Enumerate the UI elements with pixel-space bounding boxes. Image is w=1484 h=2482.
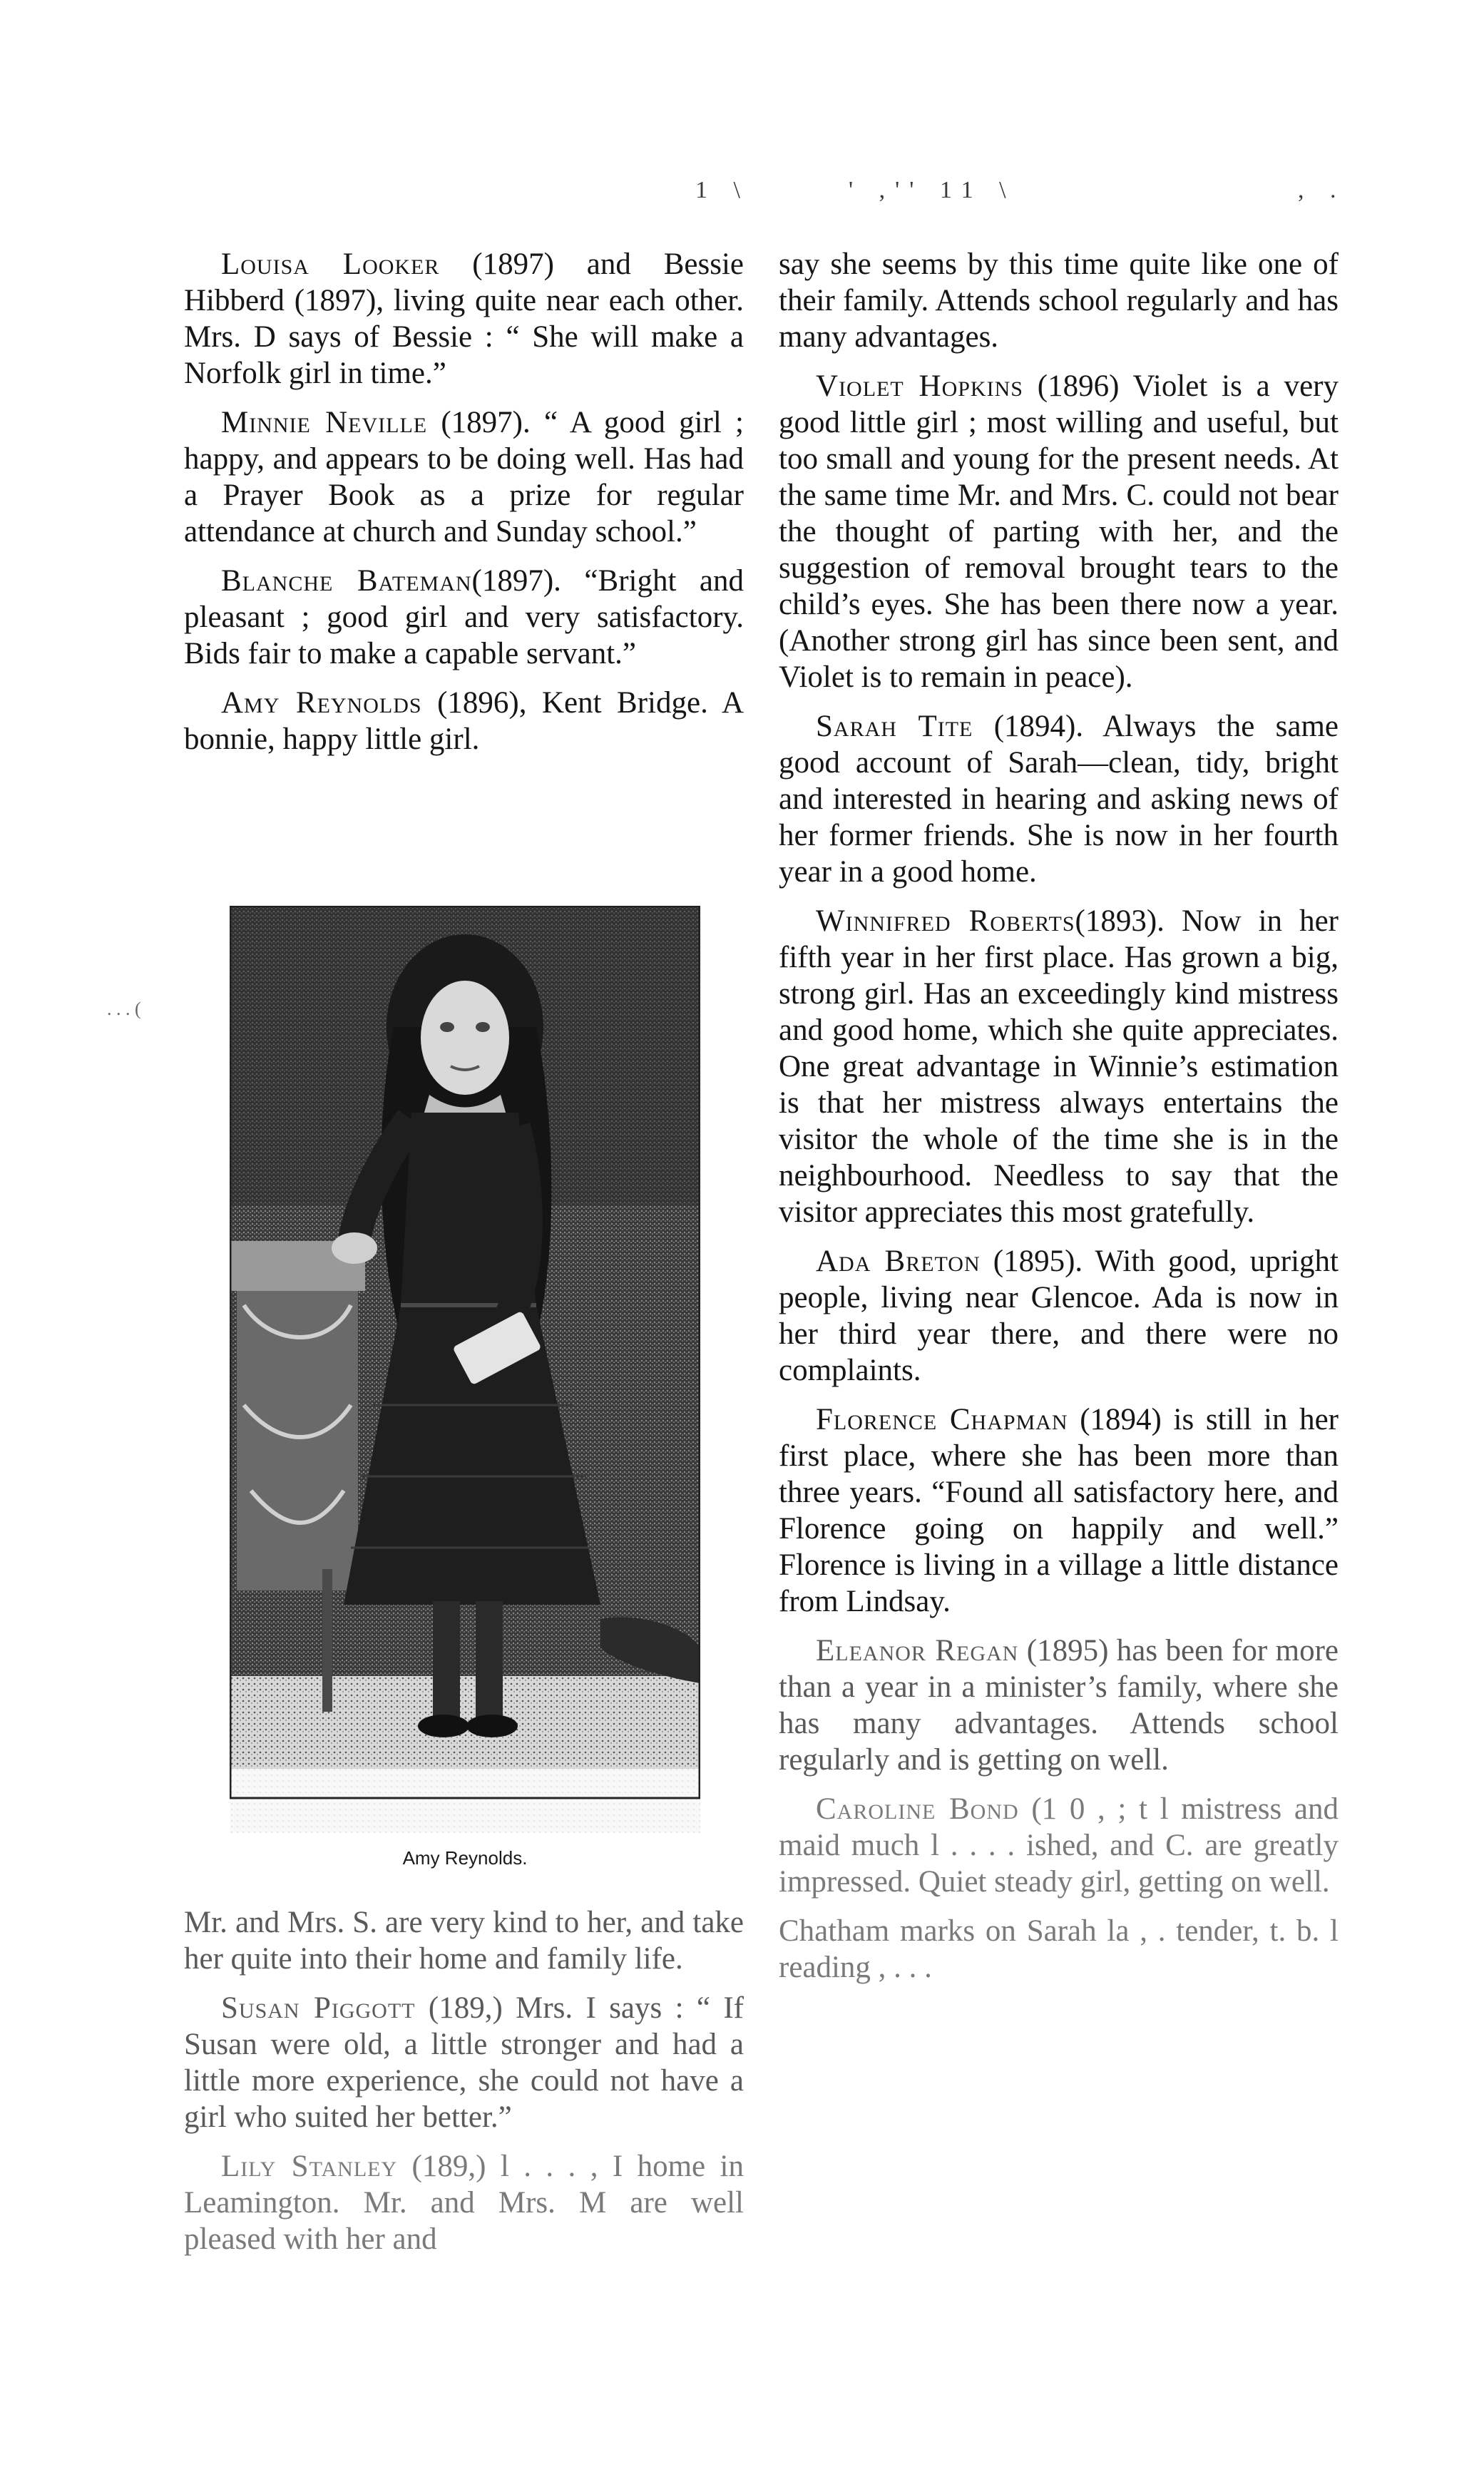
entry-amy-reynolds: Amy Reynolds (1896), Kent Bridge. A bonnie, happy little girl. — [184, 686, 744, 756]
entry-susan-piggott: Susan Piggott (189,) Mrs. I says : “ If Susan were old, a little stronger and had a little more experience, she could not have a girl who suited her better.” — [184, 1991, 744, 2134]
entry-florence-chapman: Florence Chapman (1894) is still in her first place, where she has been more than three years. “Found all satisfactory here, and Florence going on happily and well.” Florence is living in a village a little distance from Lindsay. — [779, 1403, 1339, 1618]
header-left: 1 \ — [695, 177, 750, 203]
entry-caroline-bond: Caroline Bond (1 0 , ; t l mistress and maid much l . . . . ished, and C. are greatly impressed. Quiet steady girl, getting on well. — [779, 1792, 1339, 1899]
entry-continuation-amy: Mr. and Mrs. S. are very kind to her, and take her quite into their home and family life. — [184, 1906, 744, 1976]
left-column-lower — [184, 1904, 744, 2270]
left-column — [184, 246, 744, 770]
header-middle: ' ,'' 11 \ — [849, 177, 1016, 203]
entry-eleanor-regan: Eleanor Regan (1895) has been for more than a year in a minister’s family, where she has many advantages. Attends school regularly and is getting on well. — [779, 1634, 1339, 1777]
entry-winnifred-roberts: Winnifred Roberts(1893). Now in her fifth year in her first place. Has grown a big, strong girl. Has an exceedingly kind mistress and good home, which she quite appreciates. One great advantage in Winnie’s estimation is that her mistress always entertains the visitor the whole of the time she is in the neighbourhood. Needless to say that the visitor appreciates this most gratefully. — [779, 904, 1339, 1229]
entry-minnie-neville: Minnie Neville (1897). “ A good girl ; happy, and appears to be doing well. Has had a Prayer Book as a prize for regular attendance at church and Sunday school.” — [184, 406, 744, 548]
entry-continuation-louisa: say she seems by this time quite like one of their family. Attends school regularly and has many advantages. — [779, 247, 1339, 354]
header-right: , . — [1298, 177, 1346, 203]
entry-louisa-looker: Louisa Looker (1897) and Bessie Hibberd (1897), living quite near each other. Mrs. D says of Bessie : “ She will make a Norfolk girl in time.” — [184, 247, 744, 390]
photograph-amy-reynolds — [230, 906, 700, 1833]
entry-final-fragment: Chatham marks on Sarah la , . tender, t. b. l reading , . . . — [779, 1914, 1339, 1984]
right-column — [779, 246, 1339, 1998]
running-header — [0, 177, 1484, 205]
entry-blanche-bateman: Blanche Bateman(1897). “Bright and pleasant ; good girl and very satisfactory. Bids fair to make a capable servant.” — [184, 564, 744, 670]
entry-violet-hopkins: Violet Hopkins (1896) Violet is a very good little girl ; most willing and useful, but too small and young for the present needs. At the same time Mr. and Mrs. C. could not bear the thought of parting with her, and the suggestion of removal brought tears to the child’s eyes. She has been there now a year. (Another strong girl has since been sent, and Violet is to remain in peace). — [779, 369, 1339, 694]
photo-caption: Amy Reynolds. — [402, 1847, 528, 1869]
entry-ada-breton: Ada Breton (1895). With good, upright people, living near Glencoe. Ada is now in her third year there, and there were no complaints. — [779, 1245, 1339, 1387]
portrait-photo — [230, 906, 700, 1833]
entry-lily-stanley: Lily Stanley (189,) l . . . , I home in Leamington. Mr. and Mrs. M are well pleased with her and — [184, 2150, 744, 2256]
entry-sarah-tite: Sarah Tite (1894). Always the same good account of Sarah—clean, tidy, bright and interested in hearing and asking news of her former friends. She is now in her fourth year in a good home. — [779, 710, 1339, 889]
margin-mark: . . . ( — [107, 999, 141, 1019]
